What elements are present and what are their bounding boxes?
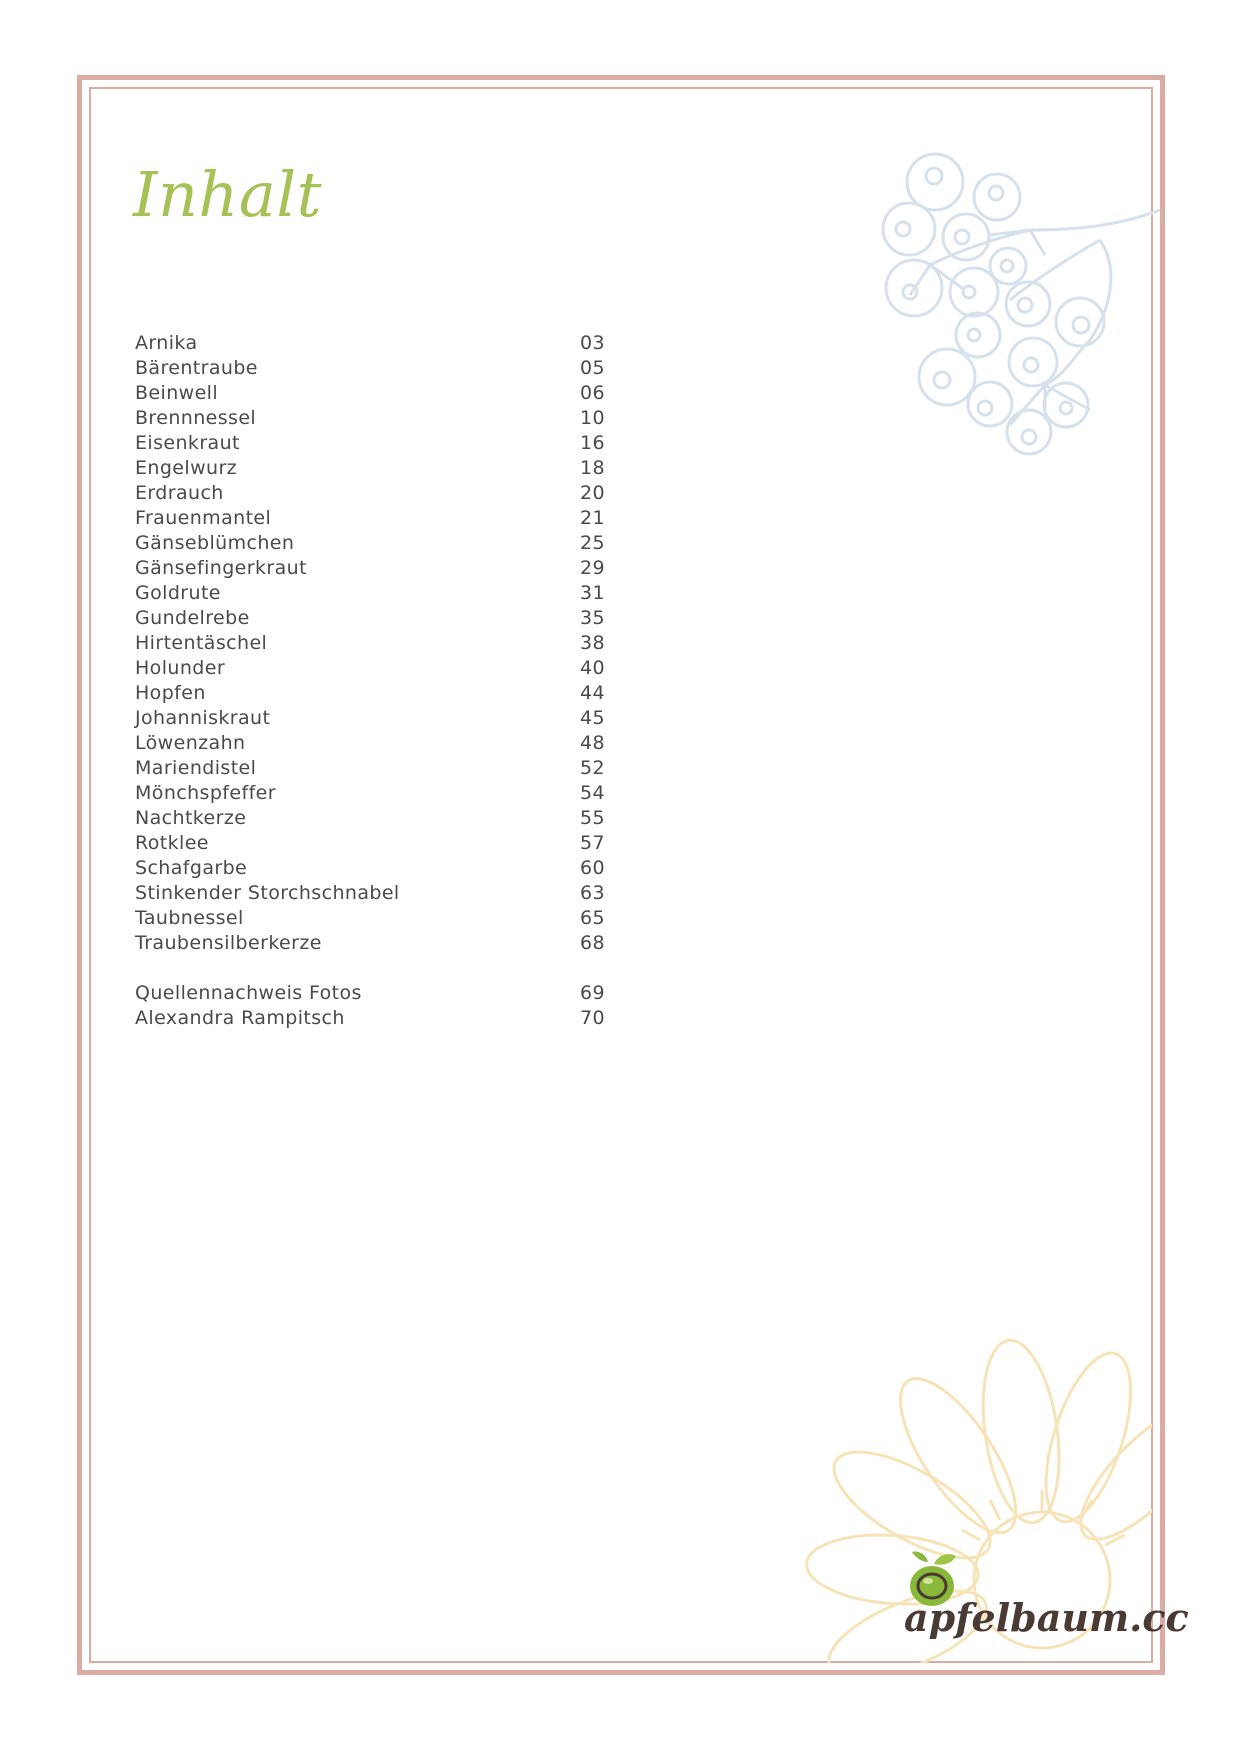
toc-entry-page: 57 bbox=[580, 832, 605, 854]
toc-entry-label: Arnika bbox=[135, 332, 198, 354]
toc-entry-page: 48 bbox=[580, 732, 605, 754]
toc-entry-page: 69 bbox=[580, 982, 605, 1004]
toc-entry-page: 18 bbox=[580, 457, 605, 479]
toc-entry bbox=[135, 481, 605, 506]
toc-entry bbox=[135, 581, 605, 606]
toc-entry-page: 25 bbox=[580, 532, 605, 554]
toc-entry-label: Engelwurz bbox=[135, 457, 238, 479]
toc-entry bbox=[135, 656, 605, 681]
toc-entry-page: 45 bbox=[580, 707, 605, 729]
toc-entry-label: Bärentraube bbox=[135, 357, 258, 379]
toc-entry-page: 31 bbox=[580, 582, 605, 604]
toc-entry bbox=[135, 806, 605, 831]
toc-extra-list bbox=[135, 981, 605, 1031]
toc-entry-label: Traubensilberkerze bbox=[135, 932, 322, 954]
toc-entry bbox=[135, 406, 605, 431]
toc-entry bbox=[135, 681, 605, 706]
toc-entry-label: Löwenzahn bbox=[135, 732, 246, 754]
logo-wordmark: apfelbaum.cc bbox=[904, 1595, 1189, 1640]
toc-entry bbox=[135, 456, 605, 481]
toc-entry-label: Goldrute bbox=[135, 582, 221, 604]
toc-entry-label: Frauenmantel bbox=[135, 507, 272, 529]
toc-entry bbox=[135, 731, 605, 756]
toc-entry-page: 63 bbox=[580, 882, 605, 904]
toc-spacer bbox=[135, 956, 605, 981]
table-of-contents bbox=[135, 331, 605, 1031]
toc-entry bbox=[135, 381, 605, 406]
toc-entry bbox=[135, 1006, 605, 1031]
toc-entry-page: 65 bbox=[580, 907, 605, 929]
toc-entry bbox=[135, 631, 605, 656]
toc-entry bbox=[135, 756, 605, 781]
toc-entry-page: 44 bbox=[580, 682, 605, 704]
toc-entry bbox=[135, 606, 605, 631]
toc-entry-page: 38 bbox=[580, 632, 605, 654]
toc-entry-page: 21 bbox=[580, 507, 605, 529]
toc-entry-label: Alexandra Rampitsch bbox=[135, 1007, 345, 1029]
toc-entry-page: 03 bbox=[580, 332, 605, 354]
toc-entry-page: 70 bbox=[580, 1007, 605, 1029]
toc-entry-label: Johanniskraut bbox=[135, 707, 271, 729]
toc-entry-label: Gundelrebe bbox=[135, 607, 250, 629]
toc-entry-page: 54 bbox=[580, 782, 605, 804]
toc-entry-page: 60 bbox=[580, 857, 605, 879]
toc-entry-page: 35 bbox=[580, 607, 605, 629]
toc-entry-label: Nachtkerze bbox=[135, 807, 247, 829]
toc-entry-label: Hopfen bbox=[135, 682, 206, 704]
toc-entry bbox=[135, 331, 605, 356]
toc-entry bbox=[135, 906, 605, 931]
toc-entry-label: Mariendistel bbox=[135, 757, 257, 779]
toc-entry-label: Quellennachweis Fotos bbox=[135, 982, 362, 1004]
toc-entry-label: Beinwell bbox=[135, 382, 219, 404]
toc-entry-label: Brennnessel bbox=[135, 407, 257, 429]
toc-entry-label: Holunder bbox=[135, 657, 226, 679]
toc-entry-label: Eisenkraut bbox=[135, 432, 240, 454]
toc-entry-label: Rotklee bbox=[135, 832, 209, 854]
toc-entry bbox=[135, 556, 605, 581]
toc-entry-label: Taubnessel bbox=[135, 907, 244, 929]
toc-entry-page: 55 bbox=[580, 807, 605, 829]
toc-entry-page: 68 bbox=[580, 932, 605, 954]
toc-entry-page: 06 bbox=[580, 382, 605, 404]
toc-entry bbox=[135, 356, 605, 381]
toc-entry bbox=[135, 881, 605, 906]
toc-entry-page: 20 bbox=[580, 482, 605, 504]
page-title: Inhalt bbox=[133, 158, 323, 231]
toc-entry-label: Mönchspfeffer bbox=[135, 782, 276, 804]
toc-entry-label: Hirtentäschel bbox=[135, 632, 268, 654]
toc-entry-label: Erdrauch bbox=[135, 482, 224, 504]
toc-entry-page: 40 bbox=[580, 657, 605, 679]
toc-entry bbox=[135, 981, 605, 1006]
toc-entry bbox=[135, 856, 605, 881]
toc-entry-label: Stinkender Storchschnabel bbox=[135, 882, 400, 904]
toc-entry bbox=[135, 531, 605, 556]
toc-entry bbox=[135, 431, 605, 456]
toc-entry-label: Schafgarbe bbox=[135, 857, 248, 879]
toc-entry-page: 05 bbox=[580, 357, 605, 379]
toc-entry-page: 29 bbox=[580, 557, 605, 579]
toc-entry-label: Gänsefingerkraut bbox=[135, 557, 307, 579]
elderberry-cluster-icon bbox=[870, 140, 1160, 470]
toc-main-list bbox=[135, 331, 605, 956]
toc-entry-page: 10 bbox=[580, 407, 605, 429]
toc-entry bbox=[135, 931, 605, 956]
toc-entry bbox=[135, 706, 605, 731]
toc-entry-page: 16 bbox=[580, 432, 605, 454]
toc-entry-label: Gänseblümchen bbox=[135, 532, 295, 554]
toc-entry-page: 52 bbox=[580, 757, 605, 779]
toc-entry bbox=[135, 506, 605, 531]
toc-entry bbox=[135, 781, 605, 806]
toc-entry bbox=[135, 831, 605, 856]
